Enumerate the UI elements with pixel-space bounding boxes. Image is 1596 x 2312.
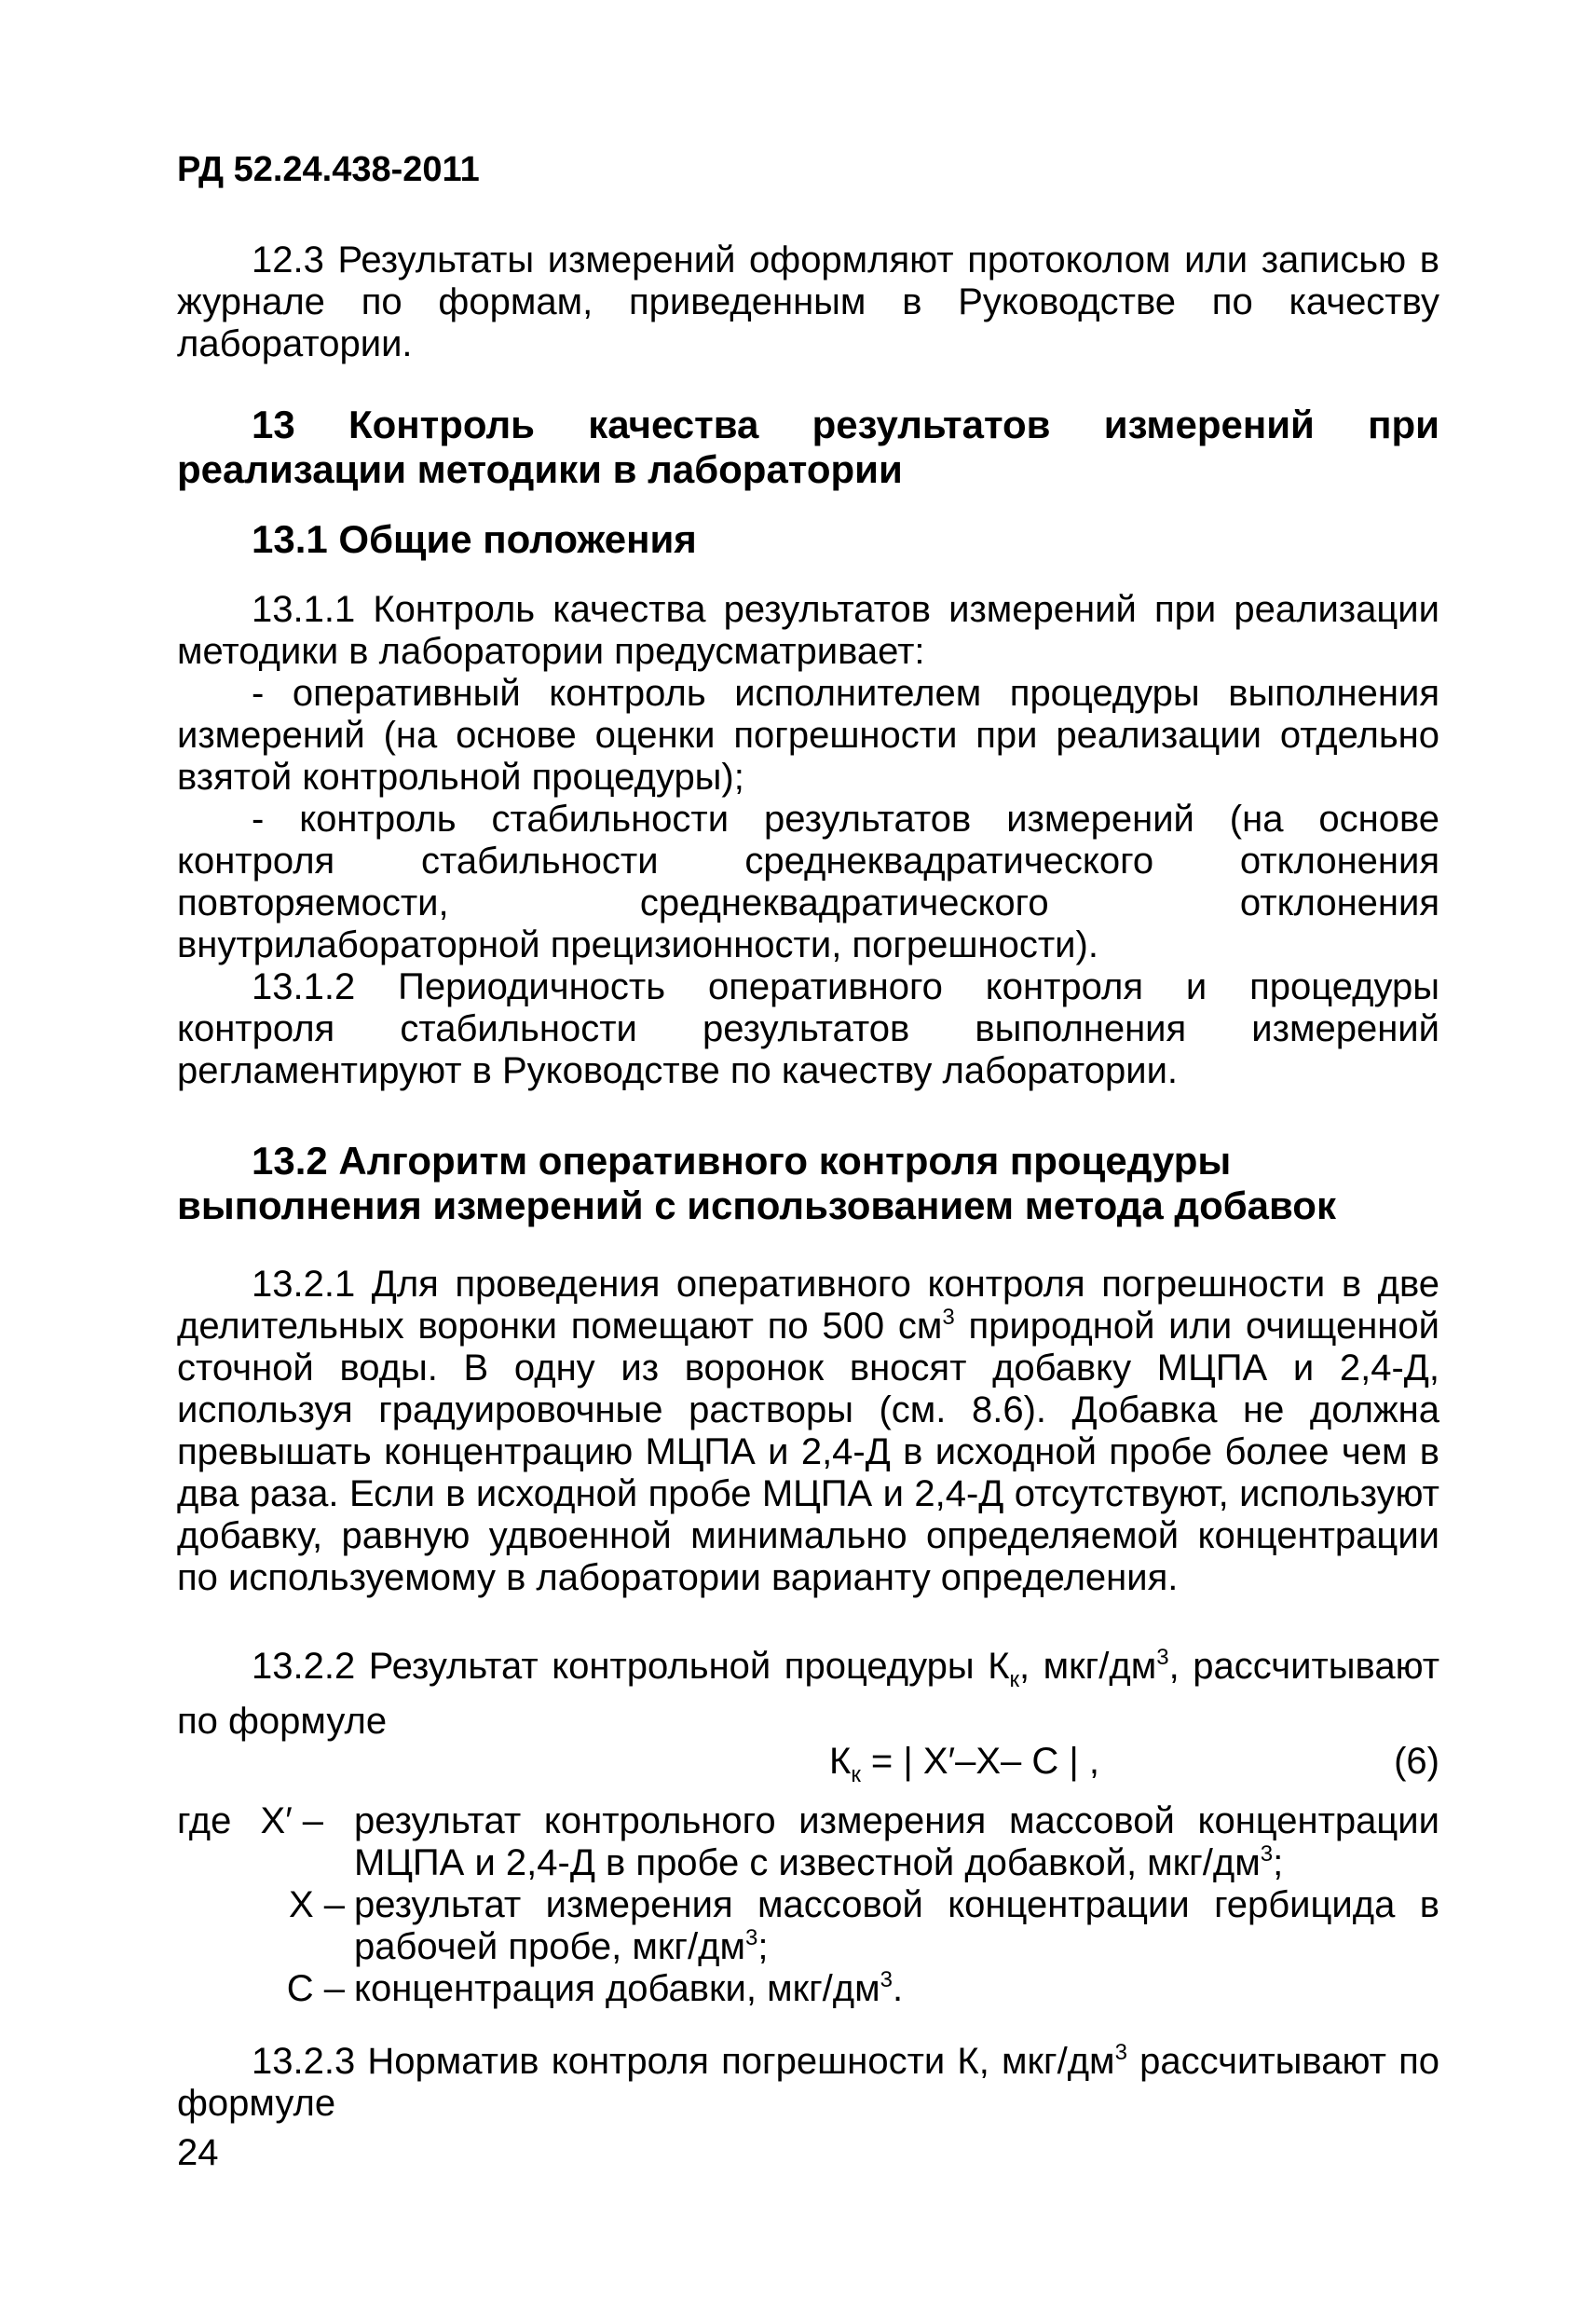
formula-expression: $К_к$ = | X′–X– C | , [829,1741,1099,1787]
paragraph-13-2-1: 13.2.1 Для проведения оперативного контроля погрешности в две делительных воронки помещают по 500 $см^3$ природной или очищенной сточной воды. В одну из воронок вносят добавку МЦПА и 2,4-Д, используя градуировочные растворы (см. 8.6). Добавка не должна превышать концентрацию МЦПА и 2,4-Д в исходной пробе более чем в два раза. Если в исходной пробе МЦПА и 2,4-Д отсутствуют, используют добавку, равную удвоенной минимально определяемой концентрации по используемому в лаборатории варианту определения. [177,1264,1439,1598]
paragraph-13-1-2: 13.1.2 Периодичность оперативного контроля и процедуры контроля стабильности результатов выполнения измерений регламентируют в Руководстве по качеству лаборатории. [177,966,1439,1091]
page-number: 24 [177,2132,219,2173]
heading-word: результатов [812,403,1051,446]
subsection-13-2-heading: 13.2 Алгоритм оперативного контроля процедуры выполнения измерений с использованием метода добавок [177,1139,1336,1227]
paragraph-12-3: 12.3 Результаты измерений оформляют протоколом или записью в журнале по формам, приведенным в Руководстве по качеству лаборатории. [177,239,1439,364]
definition-row: где X′ – результат контрольного измерения массовой концентрации МЦПА и 2,4-Д в пробе с известной добавкой, мкг/$дм^3$; [177,1800,1439,1883]
definition-symbol: X′ – [260,1800,324,1841]
document-code: РД 52.24.438-2011 [177,150,480,189]
list-item: - оперативный контроль исполнителем процедуры выполнения измерений (на основе оценки погрешности при реализации отдельно взятой контрольной процедуры); [177,673,1439,798]
heading-word: измерений [1103,403,1315,446]
heading-number: 13 [252,403,295,446]
heading-word: Контроль [348,403,535,446]
paragraph-13-2-3: 13.2.3 Норматив контроля погрешности К, мкг/$дм^3$ рассчитывают по формуле [177,2040,1439,2124]
formula-6 [177,1741,1439,1785]
heading-word: при [1368,403,1439,446]
paragraph-13-2-2: 13.2.2 Результат контрольной процедуры $К_к$, мкг/$дм^3$, рассчитывают по формуле [177,1645,1440,1742]
section-13-heading [177,403,1439,492]
paragraph-13-1-1: 13.1.1 Контроль качества результатов измерений при реализации методики в лаборатории предусматривает: [177,589,1439,672]
list-item: - контроль стабильности результатов измерений (на основе контроля стабильности среднеквадратического отклонения повторяемости, среднеквадратического отклонения внутрилабораторной прецизионности, погрешности). [177,799,1439,965]
heading-word: качества [588,403,759,446]
definition-row: X – результат измерения массовой концентрации гербицида в рабочей пробе, мкг/$дм^3$; [288,1884,1439,1967]
subsection-13-1-heading: 13.1 Общие положения [252,517,697,561]
subsection-13-1-body [177,589,1439,1092]
definition-symbol: C – [286,1968,345,2009]
formula-definitions [177,1800,1439,2010]
equation-number: (6) [1394,1741,1439,1782]
where-label: где [177,1800,232,1841]
definition-symbol: X – [288,1884,345,1925]
heading-line-2: реализации методики в лаборатории [177,447,903,491]
definition-row: C – концентрация добавки, мкг/$дм^3$. [286,1967,904,2009]
